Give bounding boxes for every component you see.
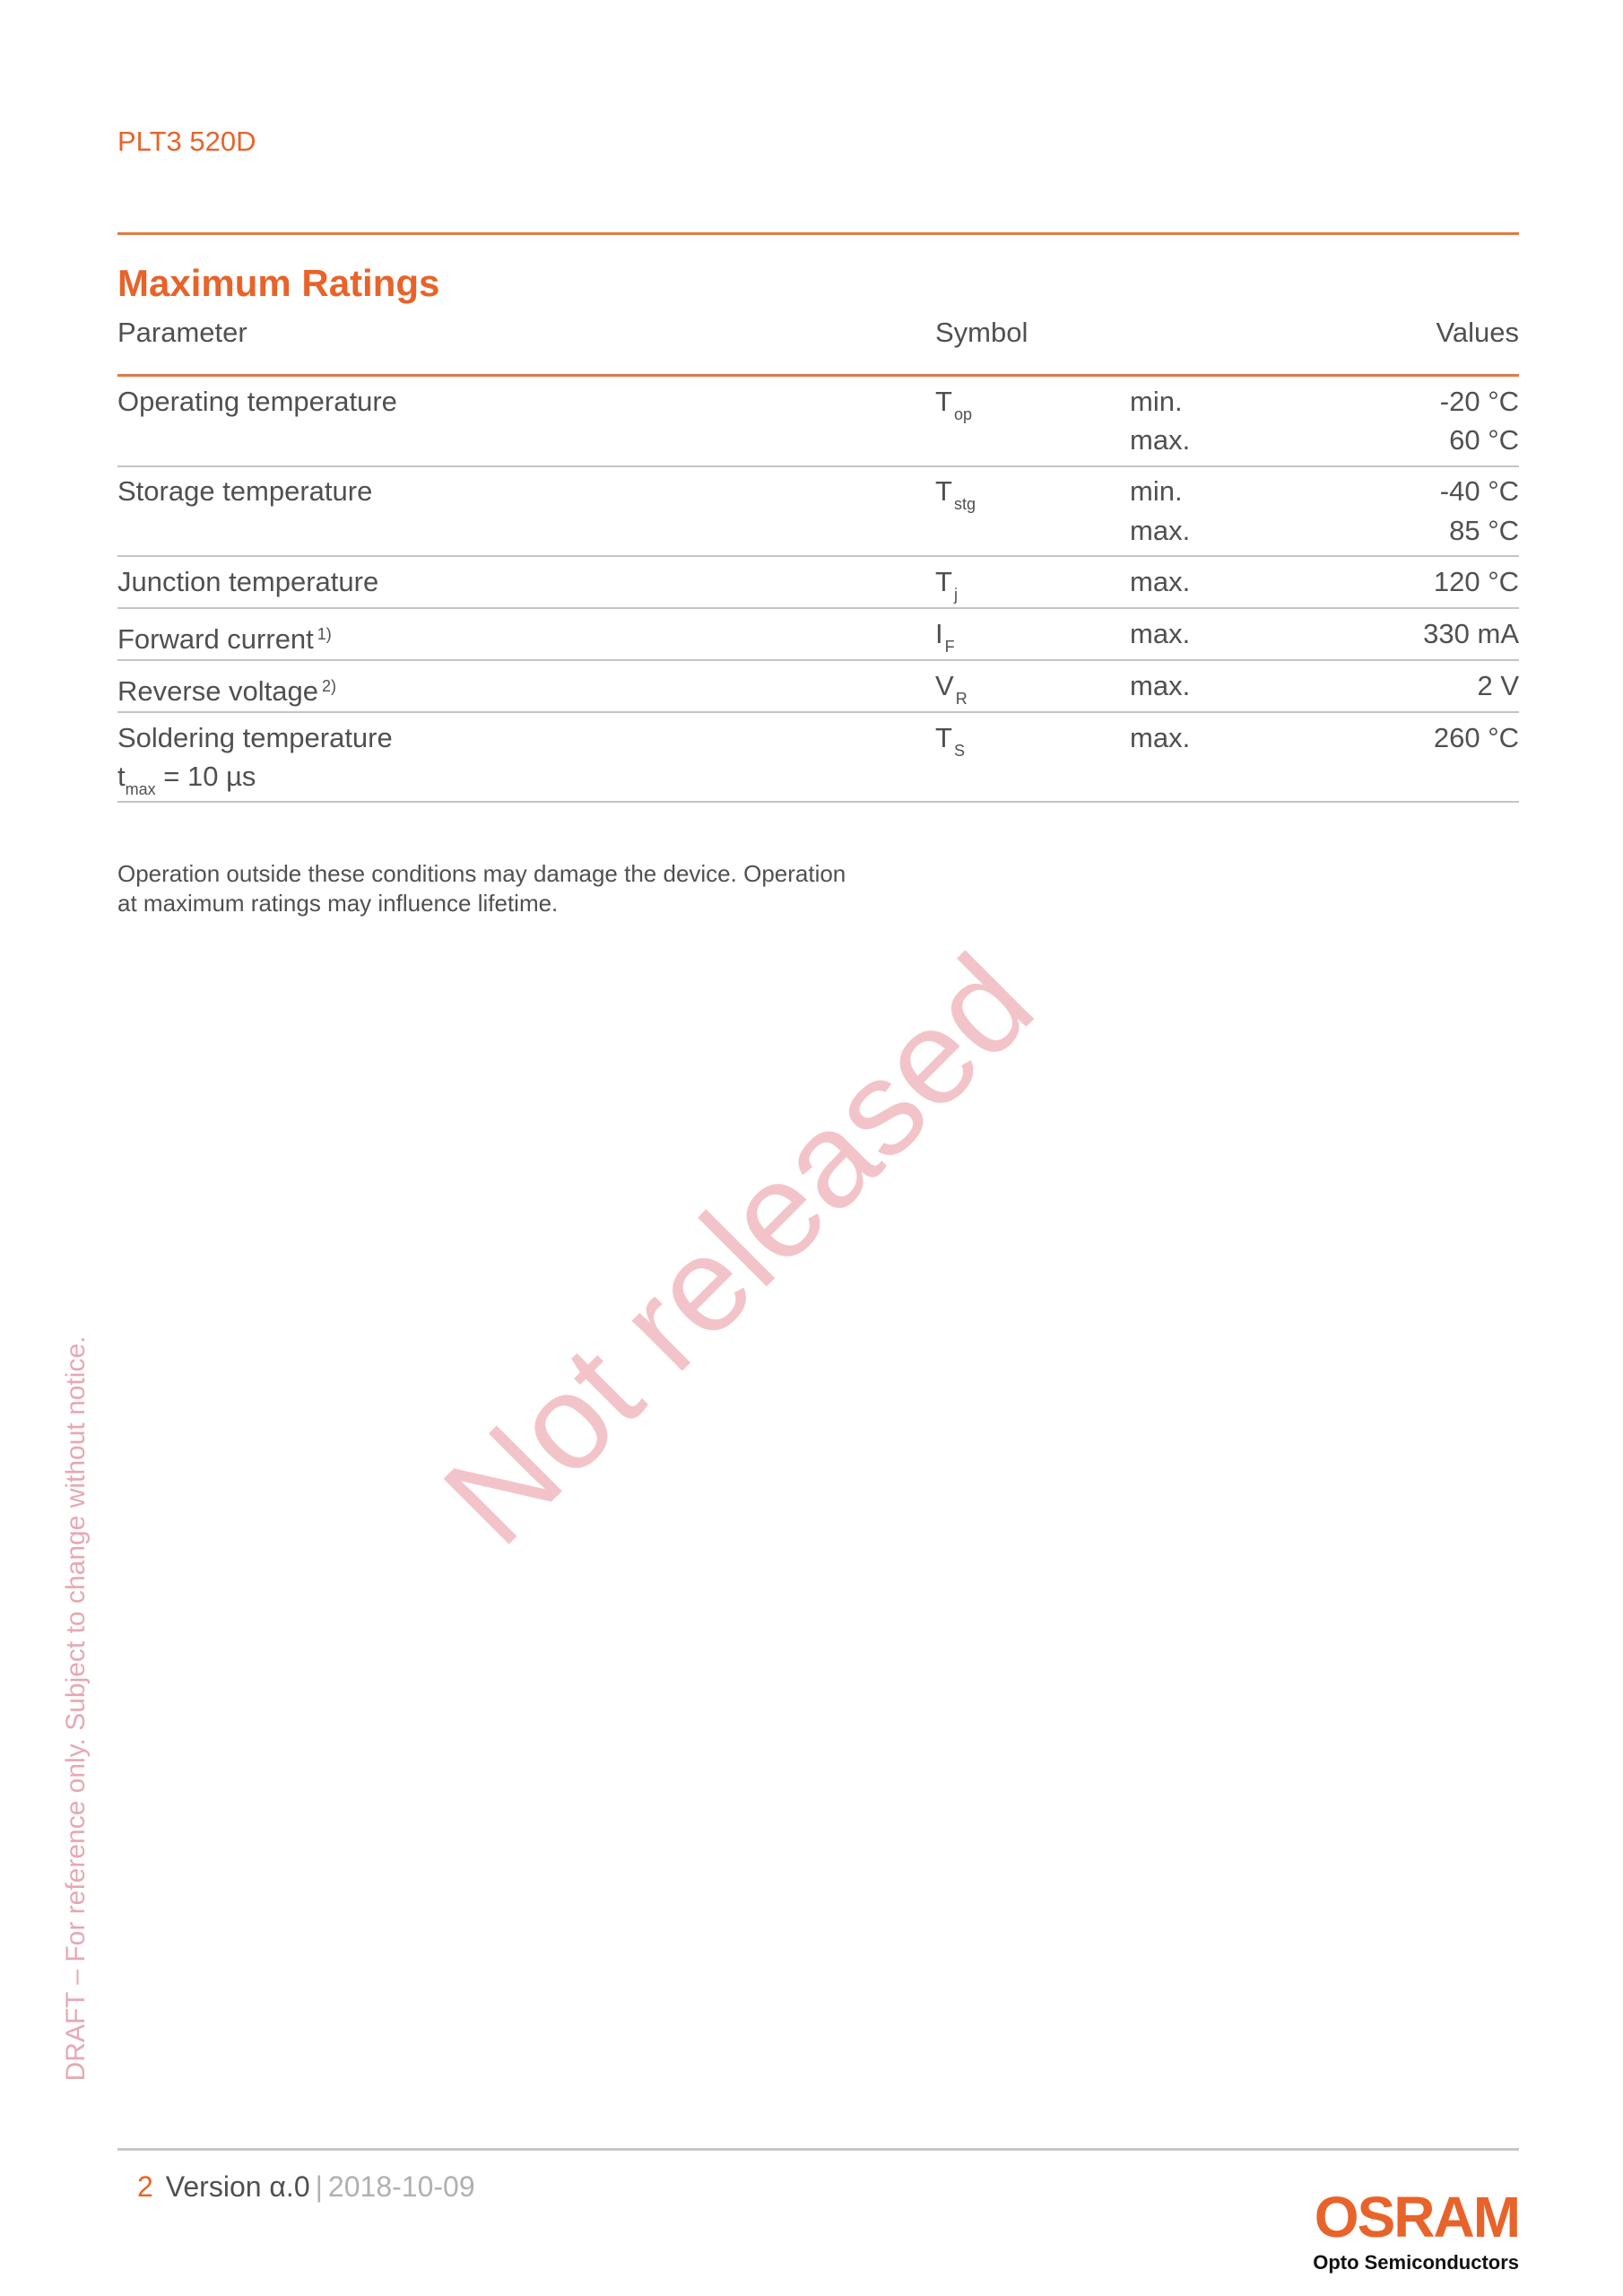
row-divider (117, 711, 1519, 713)
note-line: at maximum ratings may influence lifetime. (117, 890, 559, 917)
footnote-marker: 2) (322, 677, 337, 695)
company-logo (1313, 2185, 1519, 2274)
logo-brand: OSRAM (1314, 2185, 1519, 2249)
condition-cell: max. (1130, 566, 1191, 597)
symbol-cell (935, 386, 972, 430)
symbol-subscript: op (953, 405, 972, 423)
symbol-cell (935, 475, 976, 520)
condition-cell: max. (1130, 515, 1191, 546)
symbol-cell (935, 618, 955, 663)
logo-subtitle: Opto Semiconductors (1313, 2251, 1519, 2274)
note-line: Operation outside these conditions may damage the device. Operation (117, 860, 846, 887)
footer-divider (117, 2148, 1519, 2151)
value-cell: 60 °C (1449, 424, 1519, 456)
parameter-subscript: max (125, 780, 156, 798)
condition-cell: min. (1130, 475, 1183, 507)
version-label: Version α.0 (165, 2170, 310, 2203)
symbol-main: T (935, 386, 952, 417)
symbol-cell (935, 670, 968, 715)
symbol-cell (935, 566, 958, 611)
symbol-subscript: S (953, 742, 965, 760)
parameter-cell (117, 618, 332, 656)
value-cell: 330 mA (1423, 618, 1519, 649)
condition-cell: max. (1130, 722, 1191, 753)
condition-cell: max. (1130, 670, 1191, 701)
column-header-symbol: Symbol (935, 317, 1028, 348)
value-cell: 120 °C (1433, 566, 1519, 597)
footnote-marker: 1) (317, 625, 332, 643)
parameter-label: Reverse voltage (117, 675, 319, 707)
value-cell: 2 V (1477, 670, 1519, 701)
header-divider (117, 232, 1519, 235)
symbol-subscript: F (944, 638, 955, 656)
value-cell: -20 °C (1439, 386, 1519, 417)
condition-cell: min. (1130, 386, 1183, 417)
symbol-main: T (935, 722, 952, 753)
table-bottom-divider (117, 801, 1519, 803)
symbol-cell (935, 722, 965, 767)
symbol-main: T (935, 566, 952, 597)
column-header-values: Values (1436, 317, 1519, 348)
parameter-cell (117, 670, 336, 708)
ratings-note (117, 859, 924, 918)
document-date: 2018-10-09 (327, 2170, 475, 2203)
condition-cell: max. (1130, 618, 1191, 649)
symbol-main: V (935, 670, 954, 701)
row-divider (117, 465, 1519, 467)
symbol-subscript: R (955, 690, 968, 708)
draft-notice: DRAFT – For reference only. Subject to change without notice. (61, 1335, 91, 2082)
row-divider (117, 555, 1519, 557)
footer (137, 2170, 475, 2204)
symbol-subscript: stg (953, 495, 976, 513)
value-cell: 260 °C (1433, 722, 1519, 753)
value-cell: 85 °C (1449, 515, 1519, 546)
product-name: PLT3 520D (117, 126, 256, 157)
page-number: 2 (137, 2170, 153, 2203)
parameter-cell: Operating temperature (117, 386, 397, 417)
parameter-label: Forward current (117, 623, 314, 655)
footer-separator: | (315, 2170, 323, 2203)
parameter-cell: Storage temperature (117, 475, 373, 507)
parameter-condition (117, 761, 256, 805)
parameter-cell: Junction temperature (117, 566, 379, 597)
table-header-divider (117, 374, 1519, 377)
row-divider (117, 659, 1519, 661)
watermark: Not released (414, 926, 1061, 1573)
parameter-variable: t (117, 761, 126, 792)
symbol-main: T (935, 475, 952, 507)
row-divider (117, 607, 1519, 609)
symbol-main: I (935, 618, 943, 649)
section-title: Maximum Ratings (117, 262, 440, 304)
parameter-cell: Soldering temperature (117, 722, 393, 753)
value-cell: -40 °C (1439, 475, 1519, 507)
condition-cell: max. (1130, 424, 1191, 456)
symbol-subscript: j (953, 586, 958, 604)
parameter-condition-value: = 10 µs (155, 761, 256, 792)
column-header-parameter: Parameter (117, 317, 247, 348)
